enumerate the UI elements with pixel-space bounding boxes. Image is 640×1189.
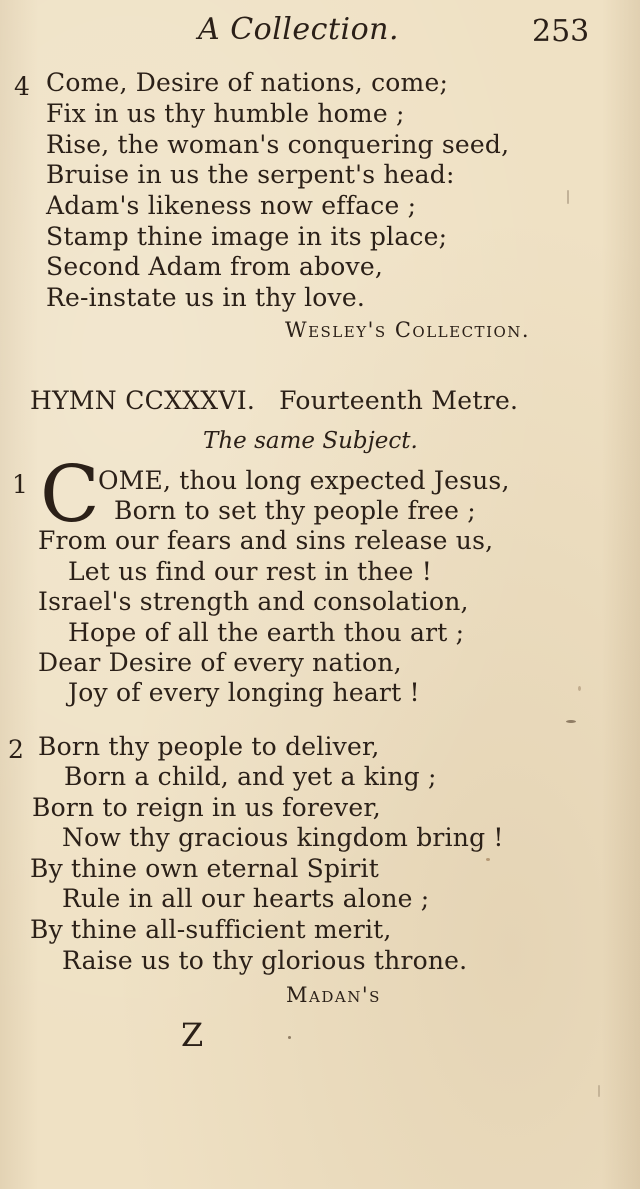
paper-speck bbox=[578, 686, 581, 691]
paper-speck bbox=[288, 1036, 291, 1039]
verse-line: Dear Desire of every nation, bbox=[38, 648, 402, 677]
verse-line: Raise us to thy glorious throne. bbox=[62, 946, 468, 975]
verse-line: From our fears and sins release us, bbox=[38, 526, 494, 555]
stanza-number: 1 bbox=[12, 470, 28, 499]
paper-speck bbox=[567, 190, 569, 204]
verse-line: Stamp thine image in its place; bbox=[46, 222, 448, 251]
verse-line: Born to reign in us forever, bbox=[32, 793, 381, 822]
hymn-subject: The same Subject. bbox=[203, 428, 418, 454]
paper-speck bbox=[566, 720, 576, 723]
verse-line: Re-instate us in thy love. bbox=[46, 283, 365, 312]
verse-line: Joy of every longing heart ! bbox=[68, 678, 420, 707]
paper-speck bbox=[598, 1085, 600, 1097]
catchword: Madan's bbox=[286, 983, 381, 1007]
stanza-number: 2 bbox=[8, 735, 24, 764]
signature-mark: Z bbox=[181, 1016, 204, 1054]
verse-line: Bruise in us the serpent's head: bbox=[46, 160, 455, 189]
verse-line: Hope of all the earth thou art ; bbox=[68, 618, 465, 647]
hymn-number: HYMN CCXXXVI. bbox=[30, 386, 256, 415]
verse-line: Born a child, and yet a king ; bbox=[64, 762, 437, 791]
verse-line: By thine own eternal Spirit bbox=[30, 854, 379, 883]
verse-line: Fix in us thy humble home ; bbox=[46, 99, 405, 128]
verse-line: Now thy gracious kingdom bring ! bbox=[62, 823, 504, 852]
verse-line: By thine all-sufficient merit, bbox=[30, 915, 392, 944]
verse-line: Israel's strength and consolation, bbox=[38, 587, 469, 616]
drop-cap: C bbox=[40, 450, 100, 540]
page-number: 253 bbox=[532, 14, 590, 49]
verse-line: Rise, the woman's conquering seed, bbox=[46, 130, 510, 159]
hymn-metre: Fourteenth Metre. bbox=[279, 386, 519, 415]
verse-line: OME, thou long expected Jesus, bbox=[98, 466, 510, 495]
verse-line: Born thy people to deliver, bbox=[38, 732, 380, 761]
running-header-title: A Collection. bbox=[198, 12, 400, 47]
verse-line: Born to set thy people free ; bbox=[114, 496, 476, 525]
verse-line: Rule in all our hearts alone ; bbox=[62, 884, 430, 913]
verse-line: Adam's likeness now efface ; bbox=[46, 191, 417, 220]
hymn-heading bbox=[30, 386, 518, 415]
verse-line: Let us find our rest in thee ! bbox=[68, 557, 432, 586]
verse-line: Second Adam from above, bbox=[46, 252, 383, 281]
hymn-attribution: Wesley's Collection. bbox=[285, 318, 531, 342]
stanza-number: 4 bbox=[14, 72, 30, 101]
verse-line: Come, Desire of nations, come; bbox=[46, 68, 449, 97]
paper-speck bbox=[486, 858, 490, 861]
